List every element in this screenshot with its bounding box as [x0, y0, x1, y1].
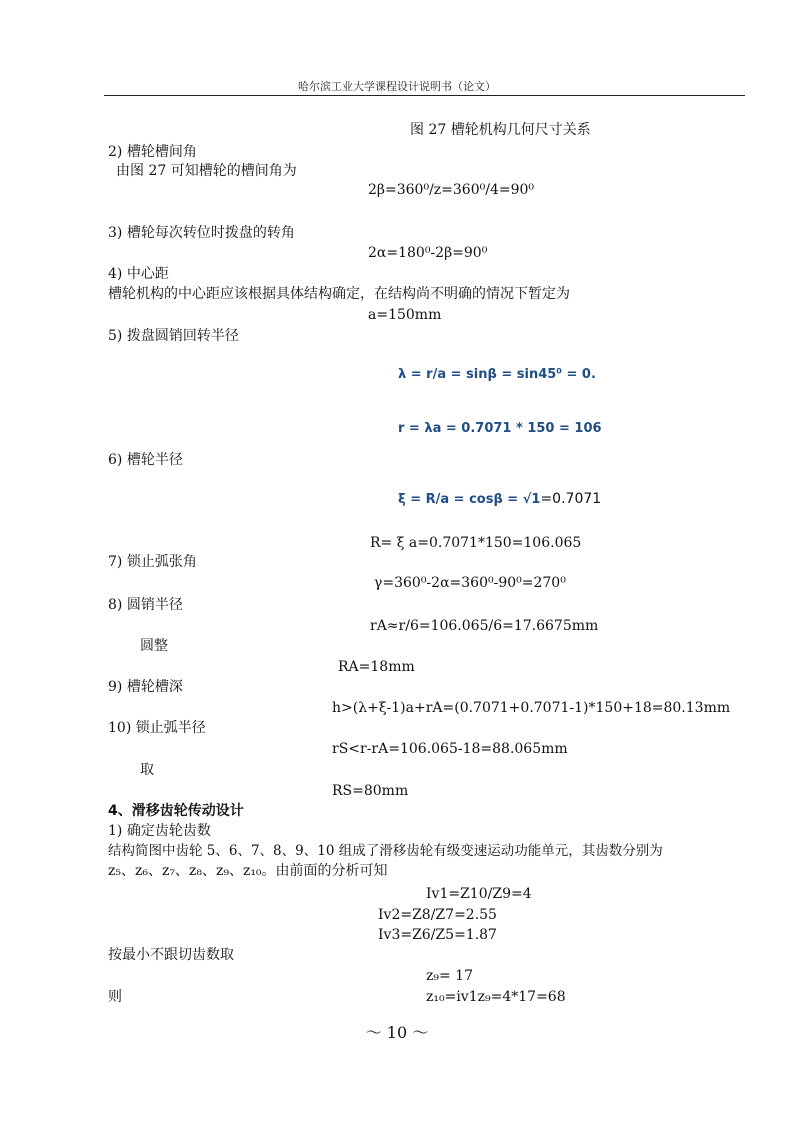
s7-formula: γ=360⁰-2α=360⁰-90⁰=270⁰ — [374, 575, 566, 591]
iv1-formula: Iv1=Z10/Z9=4 — [426, 886, 532, 902]
s4-formula: a=150mm — [368, 307, 442, 323]
z10-formula: z₁₀=iv1z₉=4*17=68 — [426, 989, 566, 1005]
s5-title: 5) 拨盘圆销回转半径 — [108, 328, 239, 344]
s3-formula: 2α=180⁰-2β=90⁰ — [368, 245, 488, 261]
iv2-formula: Iv2=Z8/Z7=2.55 — [378, 907, 497, 923]
s8-title: 8) 圆销半径 — [108, 597, 183, 613]
s6-formula-xi-main: ξ = R/a = cosβ = √1 — [398, 492, 541, 507]
s6-formula-xi-tail: =0.7071 — [540, 491, 602, 507]
header-rule — [104, 95, 745, 96]
s8-formula: rA≈r/6=106.065/6=17.6675mm — [370, 618, 599, 634]
sec4-text1: 结构简图中齿轮 5、6、7、8、9、10 组成了滑移齿轮有级变速运动功能单元，其齿数分别为 — [108, 843, 663, 859]
sec4-sub1: 1) 确定齿轮齿数 — [108, 823, 211, 839]
s2-formula: 2β=360⁰/z=360⁰/4=90⁰ — [368, 182, 535, 198]
s9-formula: h>(λ+ξ-1)a+rA=(0.7071+0.7071-1)*150+18=80.13mm — [332, 700, 731, 716]
s10-title: 10) 锁止弧半径 — [108, 720, 206, 736]
z9-formula: z₉= 17 — [426, 968, 473, 984]
figure-caption: 图 27 槽轮机构几何尺寸关系 — [410, 122, 591, 138]
s7-title: 7) 锁止弧张角 — [108, 554, 197, 570]
s2-title: 2) 槽轮槽间角 — [108, 144, 197, 160]
page-number: ～ 10 ～ — [365, 1023, 429, 1042]
then-label: 则 — [108, 989, 122, 1005]
s5-formula-lambda: λ = r/a = sinβ = sin45⁰ = 0. — [398, 367, 596, 382]
s4-title: 4) 中心距 — [108, 266, 169, 282]
s4-text: 槽轮机构的中心距应该根据具体结构确定，在结构尚不明确的情况下暂定为 — [108, 286, 570, 302]
s6-title: 6) 槽轮半径 — [108, 452, 183, 468]
s8-round-label: 圆整 — [140, 638, 168, 654]
sec4-text2: z₅、z₆、z₇、z₈、z₉、z₁₀。由前面的分析可知 — [108, 863, 388, 879]
s10-take-label: 取 — [140, 762, 154, 778]
s8-round-value: RA=18mm — [338, 659, 415, 675]
s6-formula-R: R= ξ a=0.7071*150=106.065 — [370, 535, 582, 551]
s5-formula-r: r = λa = 0.7071 * 150 = 106 — [398, 421, 602, 436]
iv3-formula: Iv3=Z6/Z5=1.87 — [378, 927, 497, 943]
s10-take-value: RS=80mm — [332, 783, 409, 799]
s2-text: 由图 27 可知槽轮的槽间角为 — [116, 163, 297, 179]
sec4-title: 4、滑移齿轮传动设计 — [108, 803, 244, 819]
take-min-label: 按最小不跟切齿数取 — [108, 947, 234, 963]
s9-title: 9) 槽轮槽深 — [108, 679, 183, 695]
s10-formula: rS<r-rA=106.065-18=88.065mm — [332, 741, 568, 757]
s6-formula-xi — [398, 490, 601, 509]
page-header: 哈尔滨工业大学课程设计说明书（论文） — [298, 80, 496, 93]
s3-title: 3) 槽轮每次转位时拨盘的转角 — [108, 225, 295, 241]
